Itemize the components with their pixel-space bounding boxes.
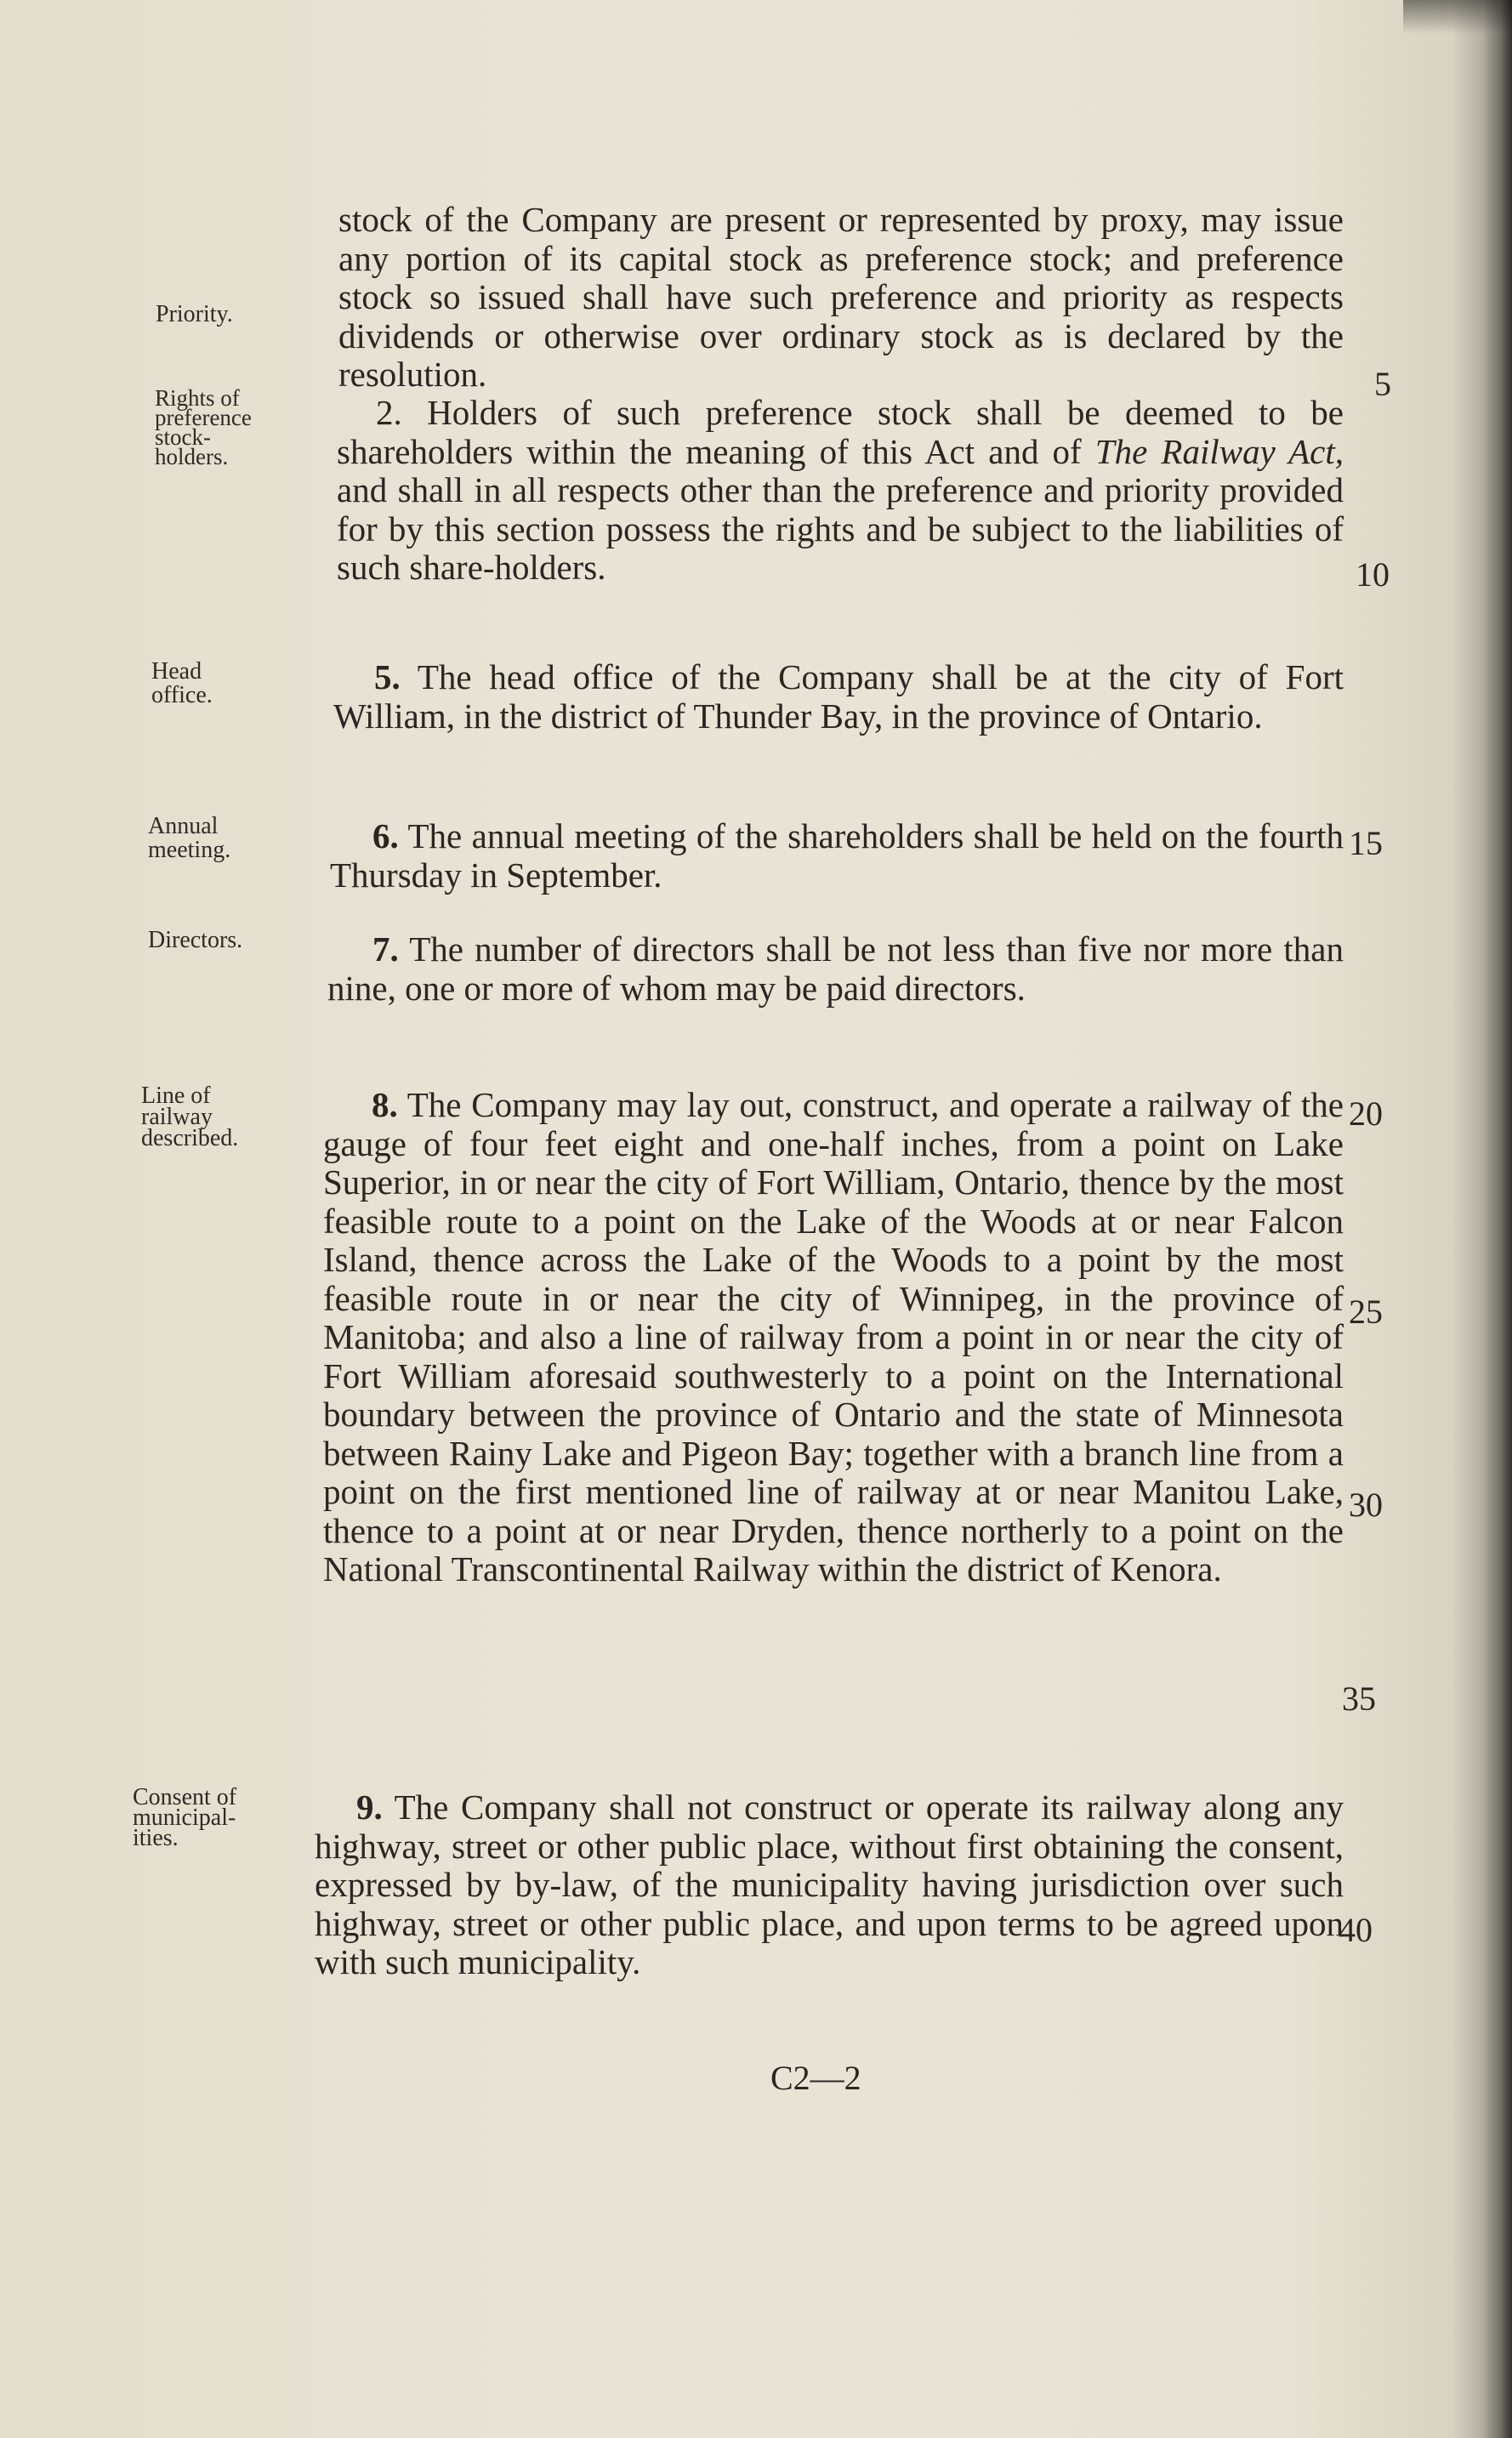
section-5 [333, 658, 1344, 736]
section-8 [323, 1086, 1344, 1589]
subsection-text-a: Holders of such preference stock shall be deemed to be shareholders within the meaning of this Act and of [337, 393, 1344, 471]
section-intro [338, 201, 1344, 395]
section-8-text: The Company may lay out, construct, and operate a railway of the gauge of four feet eight and one-half inches, from a point on Lake Superior, in or near the city of Fort William, Ontario, thence by the most feasible route to a point on the Lake of the Woods at or near Falcon Island, thence across the Lake of the Woods to a point by the most feasible route in or near the city of Winnipeg, in the province of Manitoba; and also a line of railway from a point in or near the city of Fort William aforesaid southwesterly to a point on the International boundary between the province of Ontario and the state of Minnesota between Rainy Lake and Pigeon Bay; together with a branch line from a point on the first mentioned line of railway at or near Manitou Lake, thence to a point at or near Dryden, thence northerly to a point on the National Transcontinental Railway within the district of Kenora. [323, 1085, 1344, 1588]
line-number-40: 40 [1339, 1911, 1373, 1949]
section-4-subsection-2 [337, 394, 1344, 588]
section-6-number: 6. [372, 816, 399, 855]
line-number-20: 20 [1349, 1094, 1383, 1133]
line-number-30: 30 [1349, 1486, 1383, 1524]
margin-note-rights: Rights of preference stock-holders. [155, 385, 252, 469]
margin-note-priority: Priority. [156, 301, 233, 327]
section-7 [327, 930, 1344, 1008]
line-number-5: 5 [1374, 365, 1391, 403]
subsection-number: 2. [376, 393, 402, 432]
section-5-number: 5. [374, 657, 401, 696]
margin-note-annual-meeting: Annual meeting. [148, 813, 231, 863]
section-7-paragraph [327, 930, 1344, 1008]
line-number-15: 15 [1349, 824, 1383, 862]
margin-note-line-of-railway: Line of railway described. [141, 1083, 239, 1151]
section-8-paragraph [323, 1086, 1344, 1589]
section-9 [315, 1788, 1344, 1982]
section-9-paragraph [315, 1788, 1344, 1982]
act-title: The Railway Act, [1094, 431, 1344, 471]
line-number-35: 35 [1342, 1679, 1376, 1718]
section-5-text: The head office of the Company shall be at the city of Fort William, in the district of Thunder Bay, in the province of Ontario. [333, 657, 1344, 736]
section-9-number: 9. [356, 1787, 383, 1827]
line-number-10: 10 [1356, 555, 1390, 594]
section-5-paragraph [333, 658, 1344, 736]
page-footer: C2—2 [770, 2059, 861, 2097]
section-7-text: The number of directors shall be not less than five nor more than nine, one or more of whom may be paid directors. [327, 929, 1344, 1008]
subsection-2-paragraph [337, 394, 1344, 588]
subsection-text-b: and shall in all respects other than the preference and priority provided for by this section possess the rights and be subject to the liabilities of such share-holders. [337, 470, 1344, 587]
section-6 [330, 817, 1344, 895]
section-6-text: The annual meeting of the shareholders shall be held on the fourth Thursday in September. [330, 816, 1344, 895]
section-6-paragraph [330, 817, 1344, 895]
intro-paragraph: stock of the Company are present or represented by proxy, may issue any portion of its capital stock as preference stock; and preference stock so issued shall have such preference and priority as respects dividends or otherwise over ordinary stock as is declared by the resolution. [338, 200, 1344, 394]
margin-note-head-office: Head office. [151, 658, 213, 708]
section-9-text: The Company shall not construct or operate its railway along any highway, street or other public place, without first obtaining the consent, expressed by by-law, of the municipality having jurisdiction over such highway, street or other public place, and upon terms to be agreed upon with such municipality. [315, 1787, 1344, 1981]
page-corner-shadow [1403, 0, 1512, 34]
section-7-number: 7. [372, 929, 399, 969]
margin-note-directors: Directors. [148, 927, 243, 953]
section-8-number: 8. [372, 1085, 398, 1124]
margin-note-consent: Consent of municipal-ities. [133, 1784, 237, 1851]
line-number-25: 25 [1349, 1293, 1383, 1331]
page-edge-shadow [1483, 0, 1512, 2438]
